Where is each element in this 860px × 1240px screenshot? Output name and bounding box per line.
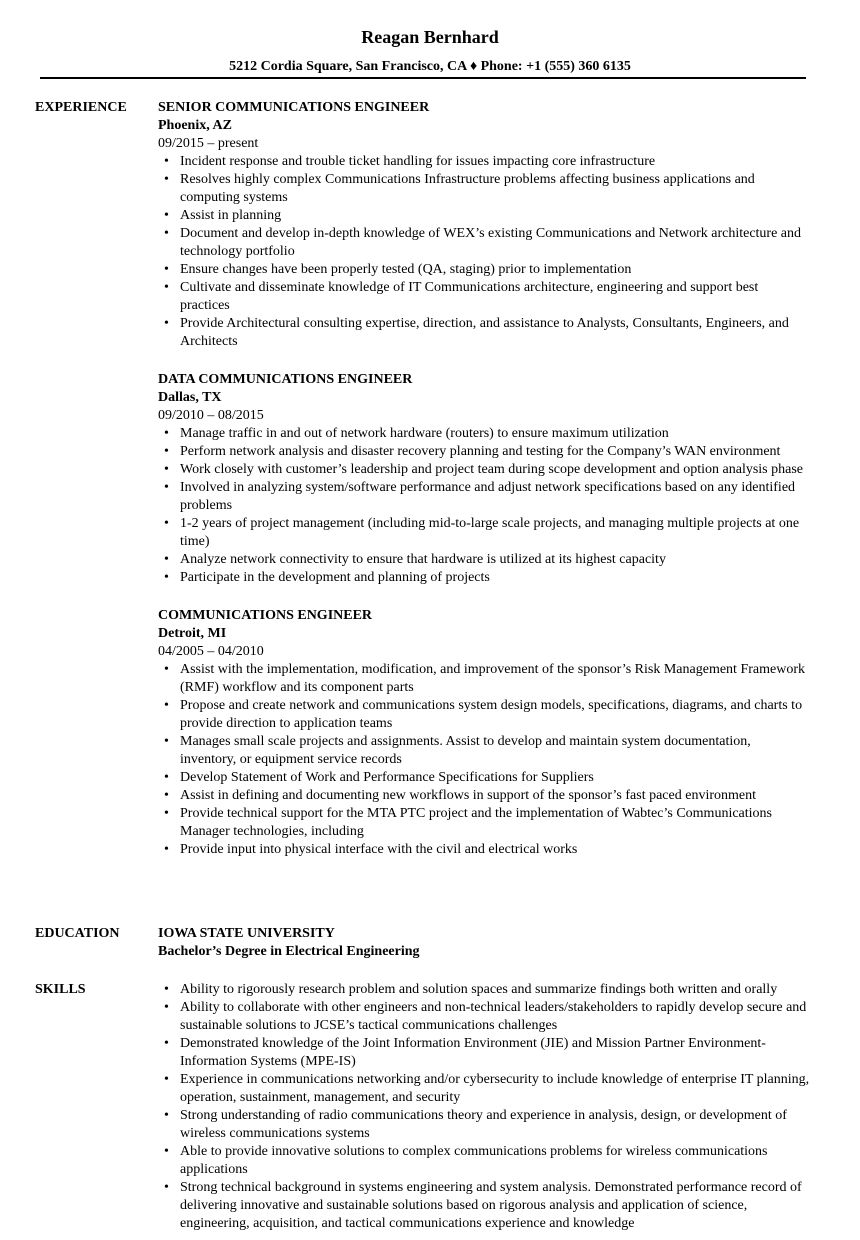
- contact-line: 5212 Cordia Square, San Francisco, CA ♦ Phone: +1 (555) 360 6135: [229, 59, 631, 74]
- skills-bullets: [158, 981, 810, 1233]
- section-label-experience: EXPERIENCE: [35, 100, 127, 115]
- bullet-item: • Cultivate and disseminate knowledge of IT Communications architecture, engineering and support best practices: [158, 279, 810, 315]
- job-dates: 04/2005 – 04/2010: [158, 644, 264, 659]
- bullet-item: • Resolves highly complex Communications Infrastructure problems affecting business applications and computing systems: [158, 171, 810, 207]
- bullet-item: • Analyze network connectivity to ensure that hardware is utilized at its highest capacity: [158, 551, 810, 569]
- section-label-skills: SKILLS: [35, 982, 86, 997]
- skill-item: • Ability to collaborate with other engineers and non-technical leaders/stakeholders to rapidly develop secure and sustainable solutions to JCSE’s tactical communications challenges: [158, 999, 810, 1035]
- bullet-item: • Provide Architectural consulting expertise, direction, and assistance to Analysts, Consultants, Engineers, and Architects: [158, 315, 810, 351]
- job-title: DATA COMMUNICATIONS ENGINEER: [158, 372, 413, 387]
- experience-list: [158, 99, 810, 859]
- job-title: SENIOR COMMUNICATIONS ENGINEER: [158, 100, 430, 115]
- skill-item: • Strong understanding of radio communications theory and experience in analysis, design, or development of wireless communications systems: [158, 1107, 810, 1143]
- bullet-item: • Participate in the development and planning of projects: [158, 569, 810, 587]
- job-location: Detroit, MI: [158, 626, 227, 641]
- job-entry: [158, 99, 810, 351]
- bullet-item: • Manage traffic in and out of network hardware (routers) to ensure maximum utilization: [158, 425, 810, 443]
- degree: Bachelor’s Degree in Electrical Engineering: [158, 944, 420, 959]
- skills-body: [158, 981, 810, 1233]
- bullet-item: • Perform network analysis and disaster recovery planning and testing for the Company’s WAN environment: [158, 443, 810, 461]
- bullet-item: • Incident response and trouble ticket handling for issues impacting core infrastructure: [158, 153, 810, 171]
- bullet-item: • Manages small scale projects and assignments. Assist to develop and maintain system documentation, inventory, or equipment service records: [158, 733, 810, 769]
- school-name: IOWA STATE UNIVERSITY: [158, 926, 335, 941]
- job-location: Phoenix, AZ: [158, 118, 232, 133]
- job-entry: [158, 607, 810, 859]
- skill-item: • Experience in communications networking and/or cybersecurity to include knowledge of enterprise IT planning, operation, sustainment, management, and security: [158, 1071, 810, 1107]
- skill-item: • Demonstrated knowledge of the Joint Information Environment (JIE) and Mission Partner Environment-Information Systems (MPE-IS): [158, 1035, 810, 1071]
- skill-item: • Ability to rigorously research problem and solution spaces and summarize findings both written and orally: [158, 981, 810, 999]
- job-bullets: [158, 661, 810, 859]
- bullet-item: • Assist in planning: [158, 207, 810, 225]
- candidate-name: Reagan Bernhard: [361, 27, 499, 47]
- bullet-item: • Develop Statement of Work and Performance Specifications for Suppliers: [158, 769, 810, 787]
- header-divider: [40, 77, 806, 79]
- job-dates: 09/2010 – 08/2015: [158, 408, 264, 423]
- bullet-item: • Document and develop in-depth knowledge of WEX’s existing Communications and Network architecture and technology portfolio: [158, 225, 810, 261]
- job-dates: 09/2015 – present: [158, 136, 259, 151]
- job-bullets: [158, 425, 810, 587]
- bullet-item: • Assist in defining and documenting new workflows in support of the sponsor’s fast paced environment: [158, 787, 810, 805]
- bullet-item: • Propose and create network and communications system design models, specifications, diagrams, and charts to provide direction to application teams: [158, 697, 810, 733]
- bullet-item: • 1-2 years of project management (including mid-to-large scale projects, and managing multiple projects at one time): [158, 515, 810, 551]
- skill-item: • Able to provide innovative solutions to complex communications problems for wireless communications applications: [158, 1143, 810, 1179]
- job-title: COMMUNICATIONS ENGINEER: [158, 608, 373, 623]
- education-body: [158, 925, 810, 961]
- job-location: Dallas, TX: [158, 390, 222, 405]
- bullet-item: • Work closely with customer’s leadership and project team during scope development and option analysis phase: [158, 461, 810, 479]
- section-label-education: EDUCATION: [35, 926, 120, 941]
- bullet-item: • Ensure changes have been properly tested (QA, staging) prior to implementation: [158, 261, 810, 279]
- bullet-item: • Provide technical support for the MTA PTC project and the implementation of Wabtec’s Communications Manager technologies, including: [158, 805, 810, 841]
- bullet-item: • Involved in analyzing system/software performance and adjust network specifications based on any identified problems: [158, 479, 810, 515]
- job-entry: [158, 371, 810, 587]
- bullet-item: • Provide input into physical interface with the civil and electrical works: [158, 841, 810, 859]
- job-bullets: [158, 153, 810, 351]
- skill-item: • Strong technical background in systems engineering and system analysis. Demonstrated performance record of delivering innovative and sustainable solutions based on rigorous analysis and application of science, engineering, acquisition, and tactical communications experience and knowledge: [158, 1179, 810, 1233]
- bullet-item: • Assist with the implementation, modification, and improvement of the sponsor’s Risk Management Framework (RMF) workflow and its component parts: [158, 661, 810, 697]
